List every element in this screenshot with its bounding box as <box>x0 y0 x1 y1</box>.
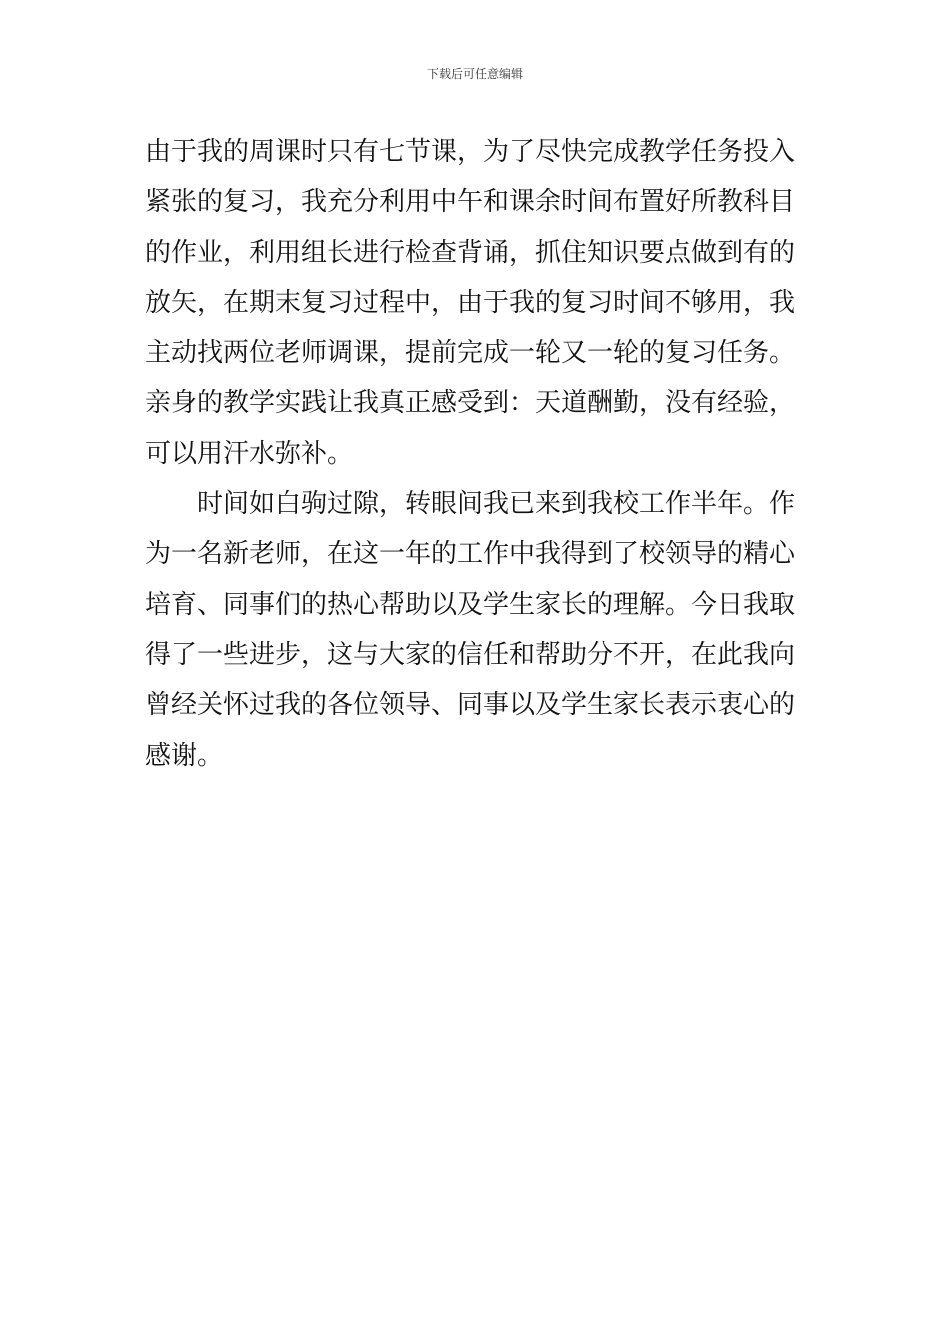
paragraph-line: 培育、同事们的热心帮助以及学生家长的理解。今日我取 <box>145 589 796 620</box>
paragraph-line: 为一名新老师，在这一年的工作中我得到了校领导的精心 <box>145 539 796 570</box>
paragraph-line: 主动找两位老师调课，提前完成一轮又一轮的复习任务。 <box>145 338 796 369</box>
paragraph-line: 由于我的周课时只有七节课，为了尽快完成教学任务投入 <box>145 137 796 167</box>
paragraph-line: 放矢，在期末复习过程中，由于我的复习时间不够用，我 <box>145 287 796 318</box>
paragraph-line: 时间如白驹过隙，转眼间我已来到我校工作半年。作 <box>197 489 796 520</box>
paragraph-line: 得了一些进步，这与大家的信任和帮助分不开，在此我向 <box>145 639 796 670</box>
paragraph-line: 的作业，利用组长进行检查背诵，抓住知识要点做到有的 <box>145 237 796 268</box>
paragraph-line: 亲身的教学实践让我真正感受到：天道酬勤，没有经验， <box>145 388 796 419</box>
paragraph-line: 曾经关怀过我的各位领导、同事以及学生家长表示衷心的 <box>145 690 796 721</box>
paragraph-2 <box>145 479 807 781</box>
paragraph-line: 紧张的复习，我充分利用中午和课余时间布置好所教科目 <box>145 187 796 218</box>
paragraph-line: 感谢。 <box>145 740 224 771</box>
page-header: 下载后可任意编辑 <box>426 67 523 81</box>
paragraph-line: 可以用汗水弥补。 <box>145 438 354 469</box>
document-body <box>145 127 807 781</box>
paragraph-1 <box>145 127 807 479</box>
